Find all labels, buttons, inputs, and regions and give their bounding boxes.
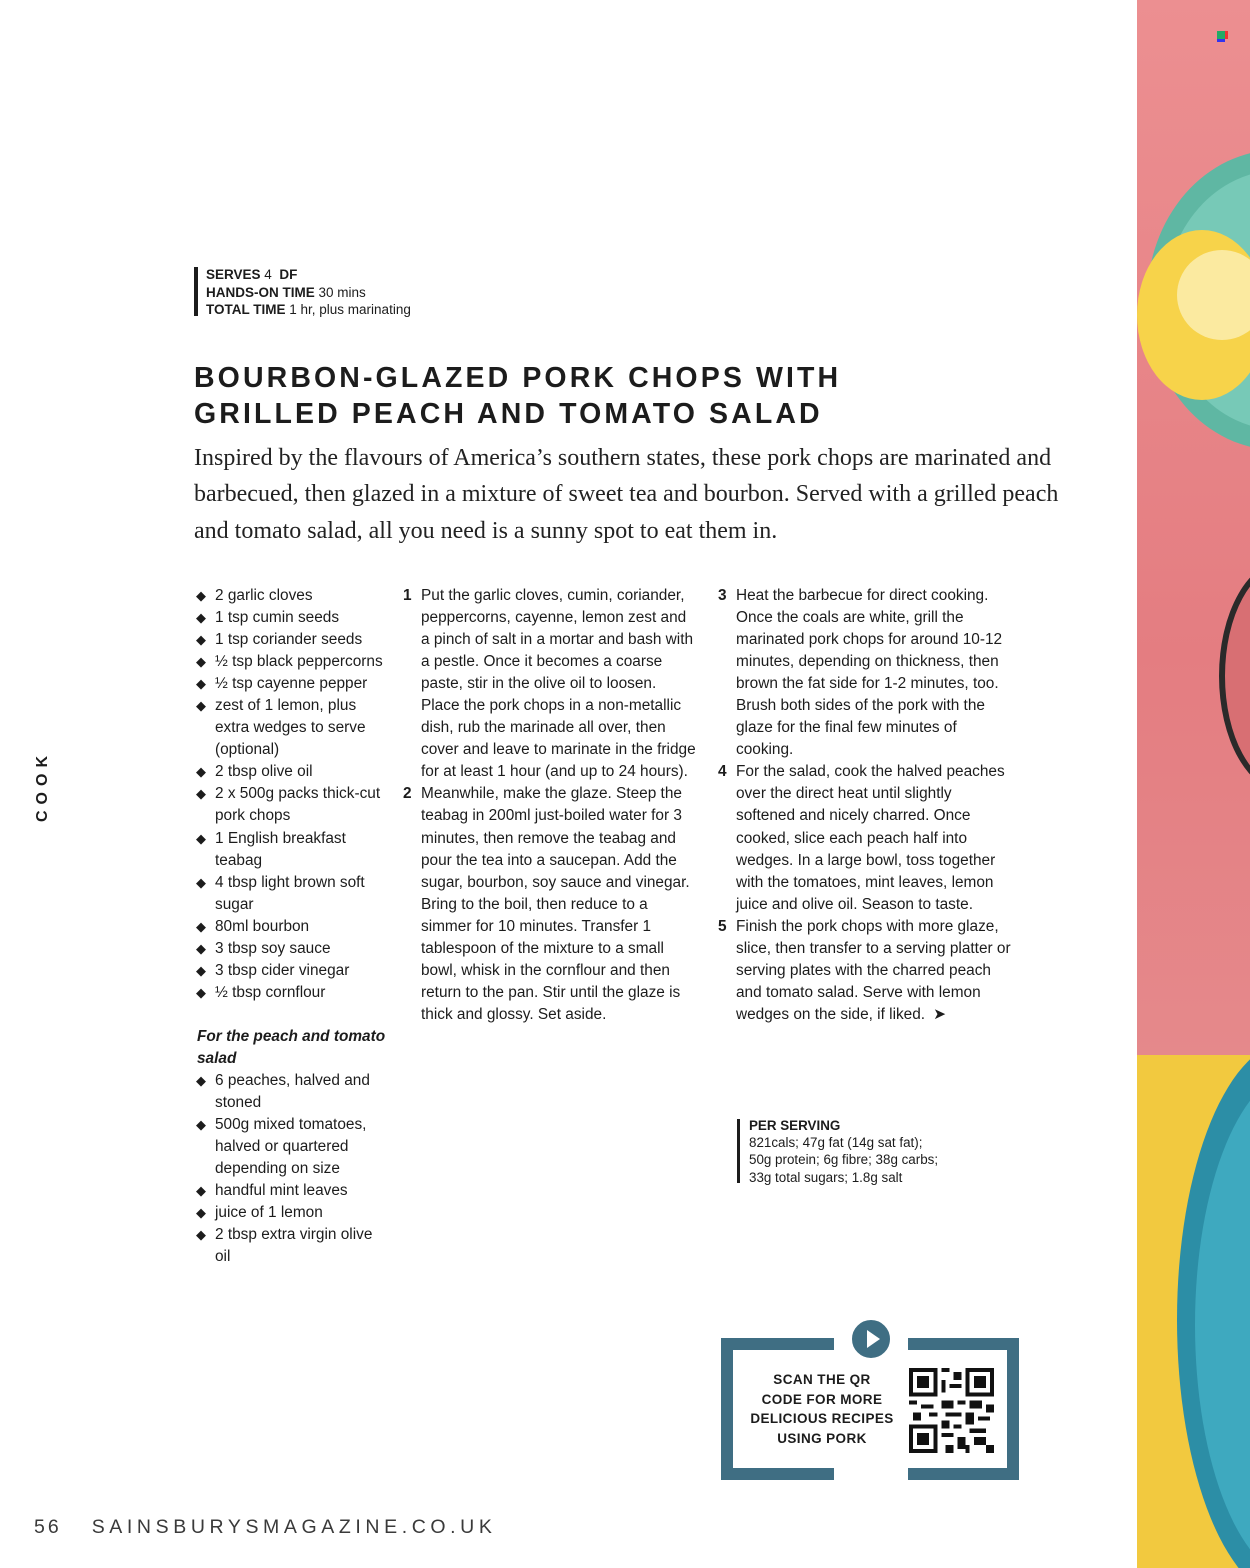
corner-color-mark xyxy=(1217,31,1225,39)
method-steps-2 xyxy=(718,585,1014,1026)
ingredient-item xyxy=(196,1202,386,1224)
step-text: Finish the pork chops with more glaze, slice, then transfer to a serving platter or serving plates with the charred peach and tomato salad. Serve with lemon wedges on the side, if liked. xyxy=(736,917,1011,1023)
ingredient-item xyxy=(196,695,386,761)
ingredient-text: 3 tbsp cider vinegar xyxy=(215,961,350,979)
ingredient-text: ½ tsp black peppercorns xyxy=(215,653,383,671)
diamond-bullet-icon: ◆ xyxy=(196,1072,206,1088)
ingredients-column xyxy=(196,585,386,1268)
section-label xyxy=(26,740,56,830)
step-text: Meanwhile, make the glaze. Steep the teabag in 200ml just-boiled water for 3 minutes, then remove the teabag and pour the tea into a saucepan. Add the sugar, bourbon, soy sauce and vinegar. Bring to the boil, then reduce to a simmer for 10 minutes. Transfer 1 tablespoon of the mixture to a small bowl, whisk in the cornflour and then return to the pan. Stir until the glaze is thick and glossy. Set aside. xyxy=(421,785,690,1023)
diamond-bullet-icon: ◆ xyxy=(196,984,206,1000)
step-text: Put the garlic cloves, cumin, coriander, peppercorns, cayenne, lemon zest and a pinch of salt in a mortar and bash with a pestle. Once it becomes a coarse paste, stir in the olive oil to loosen. Place the pork chops in a non-metallic dish, rub the marinade all over, then cover and leave to marinate in the fridge for at least 1 hour (and up to 24 hours). xyxy=(421,587,696,781)
footer-website[interactable]: SAINSBURYSMAGAZINE.CO.UK xyxy=(91,1516,497,1538)
diamond-bullet-icon: ◆ xyxy=(196,786,206,802)
ingredient-item xyxy=(196,629,386,651)
salad-ingredient-list xyxy=(196,1070,386,1268)
ingredient-item xyxy=(196,828,386,872)
nutrition-info xyxy=(749,1117,938,1186)
ingredient-item xyxy=(196,916,386,938)
hands-on-label: HANDS-ON TIME xyxy=(206,284,315,300)
diamond-bullet-icon: ◆ xyxy=(196,588,206,603)
method-column-1 xyxy=(403,585,699,1026)
diamond-bullet-icon: ◆ xyxy=(196,676,206,692)
ingredient-item xyxy=(196,607,386,629)
diamond-bullet-icon: ◆ xyxy=(196,1227,206,1243)
diamond-bullet-icon: ◆ xyxy=(196,654,206,670)
method-step xyxy=(403,783,699,1026)
qr-text-line: CODE FOR MORE xyxy=(761,1391,883,1407)
ingredient-text: 2 tbsp extra virgin olive oil xyxy=(215,1226,373,1266)
qr-text-line: DELICIOUS RECIPES xyxy=(750,1411,894,1426)
title-line-2: GRILLED PEACH AND TOMATO SALAD xyxy=(194,398,823,430)
food-photo xyxy=(1137,0,1250,1568)
ingredient-item xyxy=(196,761,386,783)
method-step xyxy=(718,761,1014,915)
ingredient-text: 1 tsp coriander seeds xyxy=(215,631,363,649)
ingredient-text: 1 tsp cumin seeds xyxy=(215,609,340,627)
ingredient-item xyxy=(196,872,386,916)
recipe-title xyxy=(194,360,1094,432)
serves-label: SERVES xyxy=(206,267,261,282)
method-column-2 xyxy=(718,585,1014,1026)
meta-rule xyxy=(194,267,198,316)
nutrition-rule xyxy=(737,1119,740,1183)
ingredient-item xyxy=(196,783,386,827)
diamond-bullet-icon: ◆ xyxy=(196,1117,206,1133)
diamond-bullet-icon: ◆ xyxy=(196,918,206,934)
ingredient-item xyxy=(196,1114,386,1180)
qr-text-line: USING PORK xyxy=(777,1430,867,1446)
step-number: 2 xyxy=(403,785,412,803)
diamond-bullet-icon: ◆ xyxy=(196,874,206,890)
ingredient-item xyxy=(196,1070,386,1114)
serves-value: 4 xyxy=(264,267,272,282)
diamond-bullet-icon: ◆ xyxy=(196,830,206,846)
intro-paragraph: Inspired by the flavours of America’s southern states, these pork chops are marinated and barbecued, then glazed in a mixture of sweet tea and bourbon. Served with a grilled peach and tomato salad, all you need is a sunny spot to eat them in. xyxy=(194,445,1059,544)
ingredient-text: 4 tbsp light brown soft sugar xyxy=(215,873,365,913)
ingredient-list xyxy=(196,585,386,1004)
method-step xyxy=(403,585,699,783)
ingredient-item xyxy=(196,960,386,982)
nutrition-line: 50g protein; 6g fibre; 38g carbs; xyxy=(749,1152,939,1168)
method-step xyxy=(718,916,1014,1026)
diamond-bullet-icon: ◆ xyxy=(196,698,206,714)
step-text: For the salad, cook the halved peaches over the direct heat until slightly softened and nicely charred. Once cooked, slice each peach half into wedges. In a large bowl, toss together with the tomatoes, mint leaves, lemon juice and olive oil. Season to taste. xyxy=(736,763,1005,913)
ingredient-text: zest of 1 lemon, plus extra wedges to serve (optional) xyxy=(215,697,366,759)
play-icon[interactable] xyxy=(849,1317,893,1361)
step-number: 4 xyxy=(718,763,727,781)
section-label-text: COOK xyxy=(34,750,51,822)
title-line-1: BOURBON-GLAZED PORK CHOPS WITH xyxy=(194,362,842,394)
method-steps-1 xyxy=(403,585,699,1026)
page-number: 56 xyxy=(34,1516,62,1538)
ingredient-text: 80ml bourbon xyxy=(215,917,310,935)
qr-code-icon[interactable] xyxy=(909,1368,994,1453)
method-step xyxy=(718,585,1014,761)
ingredient-text: juice of 1 lemon xyxy=(215,1204,323,1222)
step-text: Heat the barbecue for direct cooking. Once the coals are white, grill the marinated pork chops for around 10-12 minutes, depending on thickness, then brown the fat side for 1-2 minutes, too. Brush both sides of the pork with the glaze for the final few minutes of cooking. xyxy=(736,587,1003,759)
step-number: 1 xyxy=(403,587,412,604)
ingredient-item xyxy=(196,1224,386,1268)
diamond-bullet-icon: ◆ xyxy=(196,632,206,648)
ingredient-text: ½ tsp cayenne pepper xyxy=(215,675,368,693)
nutrition-line: 821cals; 47g fat (14g sat fat); xyxy=(749,1135,923,1151)
ingredient-item xyxy=(196,585,386,607)
recipe-meta xyxy=(206,266,411,319)
hands-on-value: 30 mins xyxy=(318,284,366,300)
ingredient-item xyxy=(196,938,386,960)
ingredient-text: 2 x 500g packs thick-cut pork chops xyxy=(215,785,381,825)
ingredient-text: 6 peaches, halved and stoned xyxy=(215,1071,370,1112)
diet-badge: DF xyxy=(279,267,298,282)
salad-subheading: For the peach and tomato salad xyxy=(197,1027,386,1067)
ingredient-text: 3 tbsp soy sauce xyxy=(215,939,331,957)
diamond-bullet-icon: ◆ xyxy=(196,1205,206,1221)
diamond-bullet-icon: ◆ xyxy=(196,1183,206,1199)
ingredient-text: ½ tbsp cornflour xyxy=(215,983,326,1001)
ingredient-text: 1 English breakfast teabag xyxy=(215,829,346,869)
total-time-label: TOTAL TIME xyxy=(206,302,286,318)
nutrition-line: 33g total sugars; 1.8g salt xyxy=(749,1169,903,1185)
ingredient-text: handful mint leaves xyxy=(215,1182,348,1200)
ingredient-item xyxy=(196,673,386,695)
ingredient-text: 2 garlic cloves xyxy=(215,587,313,604)
ingredient-item xyxy=(196,1180,386,1202)
qr-text-line: SCAN THE QR xyxy=(773,1372,871,1387)
ingredient-text: 500g mixed tomatoes, halved or quartered depending on size xyxy=(215,1116,367,1178)
total-time-value: 1 hr, plus marinating xyxy=(289,302,411,318)
ingredient-item xyxy=(196,651,386,673)
diamond-bullet-icon: ◆ xyxy=(196,940,206,956)
diamond-bullet-icon: ◆ xyxy=(196,962,206,978)
ingredient-text: 2 tbsp olive oil xyxy=(215,763,313,781)
diamond-bullet-icon: ◆ xyxy=(196,764,206,780)
arrow-right-icon: ➤ xyxy=(933,1005,946,1023)
qr-promo-text xyxy=(742,1370,902,1448)
step-number: 5 xyxy=(718,917,727,935)
nutrition-heading: PER SERVING xyxy=(749,1118,841,1133)
diamond-bullet-icon: ◆ xyxy=(196,610,206,626)
page-footer xyxy=(34,1516,496,1539)
step-number: 3 xyxy=(718,587,727,604)
ingredient-item xyxy=(196,982,386,1004)
